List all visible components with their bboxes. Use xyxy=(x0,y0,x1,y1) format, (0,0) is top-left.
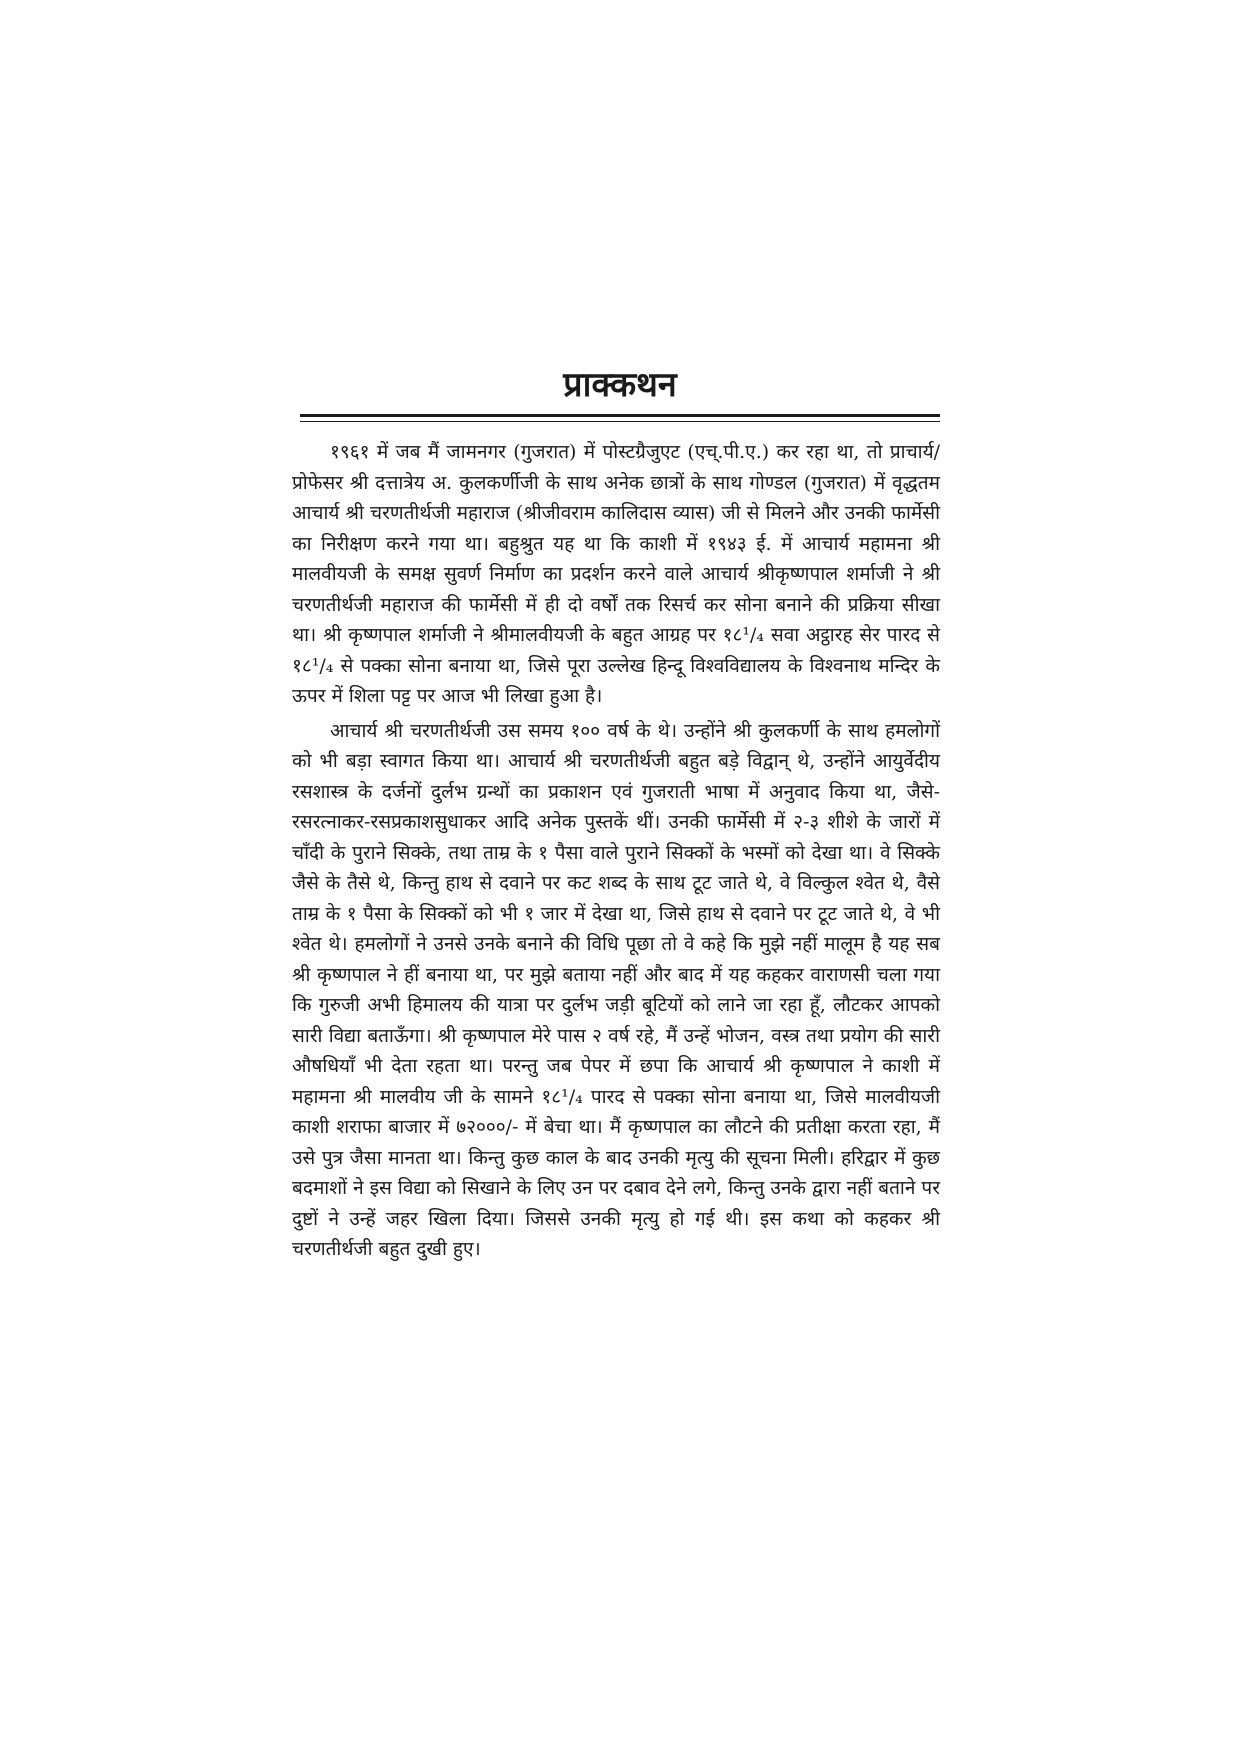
title-underline-thin xyxy=(300,421,940,422)
paragraph-1: १९६१ में जब मैं जामनगर (गुजरात) में पोस्टग्रैजुएट (एच्.पी.ए.) कर रहा था, तो प्राचार्य/प्रोफेसर श्री दत्तात्रेय अ. कुलकर्णीजी के साथ अनेक छात्रों के साथ गोण्डल (गुजरात) में वृद्धतम आचार्य श्री चरणतीर्थजी महाराज (श्रीजीवराम कालिदास व्यास) जी से मिलने और उनकी फार्मेसी का निरीक्षण करने गया था। बहुश्रुत यह था कि काशी में १९४३ ई. में आचार्य महामना श्री मालवीयजी के समक्ष सुवर्ण निर्माण का प्रदर्शन करने वाले आचार्य श्रीकृष्णपाल शर्माजी ने श्री चरणतीर्थजी महाराज की फार्मेसी में ही दो वर्षों तक रिसर्च कर सोना बनाने की प्रक्रिया सीखा था। श्री कृष्णपाल शर्माजी ने श्रीमालवीयजी के बहुत आग्रह पर १८¹/₄ सवा अट्ठारह सेर पारद से १८¹/₄ से पक्का सोना बनाया था, जिसे पूरा उल्लेख हिन्दू विश्वविद्यालय के विश्वनाथ मन्दिर के ऊपर में शिला पट्ट पर आज भी लिखा हुआ है। xyxy=(292,441,940,707)
title-underline-thick xyxy=(300,414,940,417)
body-text xyxy=(292,437,940,1269)
paragraph-2: आचार्य श्री चरणतीर्थजी उस समय १०० वर्ष के थे। उन्होंने श्री कुलकर्णी के साथ हमलोगों को भी बड़ा स्वागत किया था। आचार्य श्री चरणतीर्थजी बहुत बड़े विद्वान् थे, उन्होंने आयुर्वेदीय रसशास्त्र के दर्जनों दुर्लभ ग्रन्थों का प्रकाशन एवं गुजराती भाषा में अनुवाद किया था, जैसे- रसरत्नाकर-रसप्रकाशसुधाकर आदि अनेक पुस्तकें थीं। उनकी फार्मेसी में २-३ शीशे के जारों में चाँदी के पुराने सिक्के, तथा ताम्र के १ पैसा वाले पुराने सिक्कों के भस्मों को देखा था। वे सिक्के जैसे के तैसे थे, किन्तु हाथ से दवाने पर कट शब्द के साथ टूट जाते थे, वे विल्कुल श्वेत थे, वैसे ताम्र के १ पैसा के सिक्कों को भी १ जार में देखा था, जिसे हाथ से दवाने पर टूट जाते थे, वे भी श्वेत थे। हमलोगों ने उनसे उनके बनाने की विधि पूछा तो वे कहे कि मुझे नहीं मालूम है यह सब श्री कृष्णपाल ने हीं बनाया था, पर मुझे बताया नहीं और बाद में यह कहकर वाराणसी चला गया कि गुरुजी अभी हिमालय की यात्रा पर दुर्लभ जड़ी बूटियों को लाने जा रहा हूँ, लौटकर आपको सारी विद्या बताऊँगा। श्री कृष्णपाल मेरे पास २ वर्ष रहे, मैं उन्हें भोजन, वस्त्र तथा प्रयोग की सारी औषधियाँ भी देता रहता था। परन्तु जब पेपर में छपा कि आचार्य श्री कृष्णपाल ने काशी में महामना श्री मालवीय जी के सामने १८¹/₄ पारद से पक्का सोना बनाया था, जिसे मालवीयजी काशी शराफा बाजार में ७२०००/- में बेचा था। मैं कृष्णपाल का लौटने की प्रतीक्षा करता रहा, मैं उसे पुत्र जैसा मानता था। किन्तु कुछ काल के बाद उनकी मृत्यु की सूचना मिली। हरिद्वार में कुछ बदमाशों ने इस विद्या को सिखाने के लिए उन पर दबाव देने लगे, किन्तु उनके द्वारा नहीं बताने पर दुष्टों ने उन्हें जहर खिला दिया। जिससे उनकी मृत्यु हो गई थी। इस कथा को कहकर श्री चरणतीर्थजी बहुत दुखी हुए। xyxy=(292,719,940,1260)
page-title: प्राक्कथन xyxy=(563,365,677,405)
